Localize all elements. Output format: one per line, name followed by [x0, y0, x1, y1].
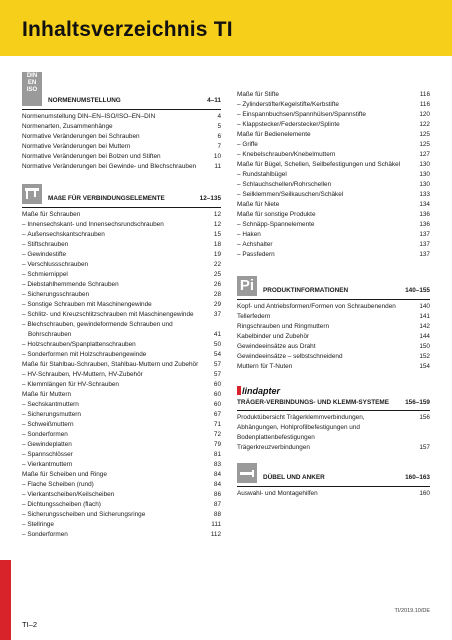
- toc-entry[interactable]: – Passfedern 137: [237, 250, 430, 260]
- toc-entry[interactable]: – Gewindeplatten 79: [22, 440, 221, 450]
- toc-entry[interactable]: – Griffe 125: [237, 140, 430, 150]
- toc-entry[interactable]: – Blechschrauben, gewindeformende Schrauben und: [22, 320, 221, 330]
- dowel-icon: [237, 463, 257, 483]
- section-title: NORMENUMSTELLUNG: [48, 97, 121, 104]
- section-produktinformationen: [237, 276, 430, 296]
- toc-entry[interactable]: – Klappstecker/Federstecker/Splinte 122: [237, 120, 430, 130]
- toc-entry[interactable]: Trägerkreuzverbindungen 157: [237, 444, 430, 451]
- product-info-icon: Pi: [237, 276, 257, 296]
- toc-entry[interactable]: – Schweißmuttern 71: [22, 420, 221, 430]
- toc-entry[interactable]: – Schlitz- und Kreuzschlitzschrauben mit Maschinengewinde 37: [22, 310, 221, 320]
- toc-entry[interactable]: – Sicherungsmuttern 67: [22, 410, 221, 420]
- toc-entry[interactable]: – Sechskantmuttern 60: [22, 400, 221, 410]
- toc-entry[interactable]: Maße für Stifte 116: [237, 91, 430, 98]
- section-masse-verbindungselemente: [22, 184, 221, 204]
- page-header: [0, 0, 452, 56]
- toc-entry[interactable]: – Sicherungsscheiben und Sicherungsringe 88: [22, 510, 221, 520]
- section-title: MAßE FÜR VERBINDUNGSELEMENTE: [48, 195, 165, 202]
- toc-entry[interactable]: – Verschlussschrauben 22: [22, 260, 221, 270]
- toc-entry[interactable]: – Schmiernippel 25: [22, 270, 221, 280]
- toc-entry[interactable]: – Zylinderstifte/Kegelstifte/Kerbstifte 116: [237, 100, 430, 110]
- page-number: TI–2: [22, 620, 38, 629]
- toc-entry[interactable]: Gewindeeinsätze aus Draht 150: [237, 343, 430, 350]
- toc-entry[interactable]: – HV-Schrauben, HV-Muttern, HV-Zubehör 57: [22, 370, 221, 380]
- section-traeger-systeme: [237, 398, 430, 408]
- toc-entry[interactable]: – Spannschlösser 81: [22, 450, 221, 460]
- toc-entry[interactable]: Normenumstellung DIN–EN–ISO/ISO–EN–DIN 4: [22, 113, 221, 120]
- toc-entry[interactable]: Normative Veränderungen bei Gewinde- und Blechschrauben 11: [22, 163, 221, 170]
- toc-entry[interactable]: Maße für Bedienelemente 125: [237, 131, 430, 138]
- section-title: DÜBEL UND ANKER: [263, 474, 325, 481]
- section-divider: [22, 109, 221, 110]
- toc-entry[interactable]: – Vierkantmuttern 83: [22, 460, 221, 470]
- toc-entry[interactable]: – Sonstige Schrauben mit Maschinengewinde 29: [22, 300, 221, 310]
- toc-entry[interactable]: – Innensechskant- und Innensechsrundschrauben 12: [22, 220, 221, 230]
- toc-entry[interactable]: Normative Veränderungen bei Muttern 7: [22, 143, 221, 150]
- section-divider: [237, 410, 430, 411]
- toc-entry[interactable]: – Vierkantscheiben/Keilscheiben 86: [22, 490, 221, 500]
- toc-entry[interactable]: – Sonderformen 72: [22, 430, 221, 440]
- toc-entry[interactable]: – Sicherungsschrauben 28: [22, 290, 221, 300]
- toc-entry[interactable]: Normative Veränderungen bei Schrauben 6: [22, 133, 221, 140]
- section-pages: 156–159: [405, 399, 430, 406]
- toc-entry[interactable]: – Diebstahlhemmende Schrauben 26: [22, 280, 221, 290]
- toc-entry[interactable]: Maße für Scheiben und Ringe 84: [22, 471, 221, 478]
- toc-entry[interactable]: Bohrschrauben 41: [28, 331, 221, 338]
- section-pages: 160–163: [405, 474, 430, 481]
- toc-entry[interactable]: – Stellringe 111: [22, 520, 221, 530]
- toc-entry[interactable]: Tellerfedern 141: [237, 313, 430, 320]
- toc-entry[interactable]: Ringschrauben und Ringmuttern 142: [237, 323, 430, 330]
- toc-entry[interactable]: – Rundstahlbügel 130: [237, 170, 430, 180]
- toc-entry[interactable]: – Knebelschrauben/Knebelmuttern 127: [237, 150, 430, 160]
- toc-entry[interactable]: – Außensechskantschrauben 15: [22, 230, 221, 240]
- section-divider: [22, 207, 221, 208]
- din-en-iso-icon: DIN EN ISO: [22, 72, 42, 106]
- toc-entry[interactable]: Maße für Muttern 60: [22, 391, 221, 398]
- toc-entry[interactable]: Normative Veränderungen bei Bolzen und Stiften 10: [22, 153, 221, 160]
- toc-entry[interactable]: Gewindeeinsätze – selbstschneidend 152: [237, 353, 430, 360]
- toc-entry[interactable]: Maße für Bügel, Schellen, Seilbefestigungen und Schäkel 130: [237, 161, 430, 168]
- red-margin-bar: [0, 560, 11, 640]
- toc-entry[interactable]: – Flache Scheiben (rund) 84: [22, 480, 221, 490]
- page-title: Inhaltsverzeichnis TI: [22, 18, 233, 41]
- document-code: TI/2019.10/DE: [394, 608, 430, 614]
- toc-entry[interactable]: Abhängungen, Hohlprofilbefestigungen und: [237, 424, 360, 431]
- toc-entry[interactable]: Muttern für T-Nuten 154: [237, 363, 430, 370]
- toc-entry[interactable]: Normenarten, Zusammenhänge 5: [22, 123, 221, 130]
- section-divider: [237, 486, 430, 487]
- toc-entry[interactable]: – Achshalter 137: [237, 240, 430, 250]
- toc-entry[interactable]: Maße für Schrauben 12: [22, 211, 221, 218]
- toc-entry[interactable]: – Sonderformen 112: [22, 530, 221, 540]
- toc-entry[interactable]: – Haken 137: [237, 230, 430, 240]
- left-column: [22, 72, 221, 540]
- toc-entry[interactable]: – Gewindestifte 19: [22, 250, 221, 260]
- toc-entry[interactable]: Bodenplattenbefestigungen: [237, 434, 315, 441]
- section-divider: [237, 299, 430, 300]
- toc-entry[interactable]: – Stiftschrauben 18: [22, 240, 221, 250]
- toc-entry[interactable]: – Klemmlängen für HV-Schrauben 60: [22, 380, 221, 390]
- section-title: PRODUKTINFORMATIONEN: [263, 287, 349, 294]
- toc-entry[interactable]: Maße für Niete 134: [237, 201, 430, 208]
- logo-mark: [237, 386, 241, 395]
- toc-entry[interactable]: Produktübersicht Trägerklemmverbindungen, 156: [237, 414, 430, 421]
- section-pages: 12–135: [199, 195, 221, 202]
- toc-entry[interactable]: – Sonderformen mit Holzschraubengewinde 54: [22, 350, 221, 360]
- toc-entry[interactable]: Kopf- und Antriebsformen/Formen von Schraubenenden 140: [237, 303, 430, 310]
- toc-entry[interactable]: Auswahl- und Montagehilfen 160: [237, 490, 430, 497]
- toc-entry[interactable]: – Seilklemmen/Seilkauschen/Schäkel 133: [237, 190, 430, 200]
- toc-entry[interactable]: – Einspannbuchsen/Spannhülsen/Spannstifte 120: [237, 110, 430, 120]
- toc-entry[interactable]: – Schnäpp-Spannelemente 136: [237, 220, 430, 230]
- section-normenumstellung: [22, 72, 221, 106]
- right-column: [237, 90, 430, 499]
- section-pages: 4–11: [207, 97, 221, 104]
- toc-entry[interactable]: – Dichtungsscheiben (flach) 87: [22, 500, 221, 510]
- section-duebel-anker: [237, 463, 430, 483]
- toc-entry[interactable]: Maße für Stahlbau-Schrauben, Stahlbau-Muttern und Zubehör 57: [22, 361, 221, 368]
- lindapter-logo: lindapter: [237, 386, 430, 396]
- toc-entry[interactable]: Maße für sonstige Produkte 136: [237, 211, 430, 218]
- section-pages: 140–155: [405, 287, 430, 294]
- section-title: TRÄGER-VERBINDUNGS- UND KLEMM-SYSTEME: [237, 399, 389, 406]
- toc-entry[interactable]: Kabelbinder und Zubehör 144: [237, 333, 430, 340]
- caliper-icon: [22, 184, 42, 204]
- toc-entry[interactable]: – Holzschrauben/Spanplattenschrauben 50: [22, 340, 221, 350]
- toc-entry[interactable]: – Schlauchschellen/Rohrschellen 130: [237, 180, 430, 190]
